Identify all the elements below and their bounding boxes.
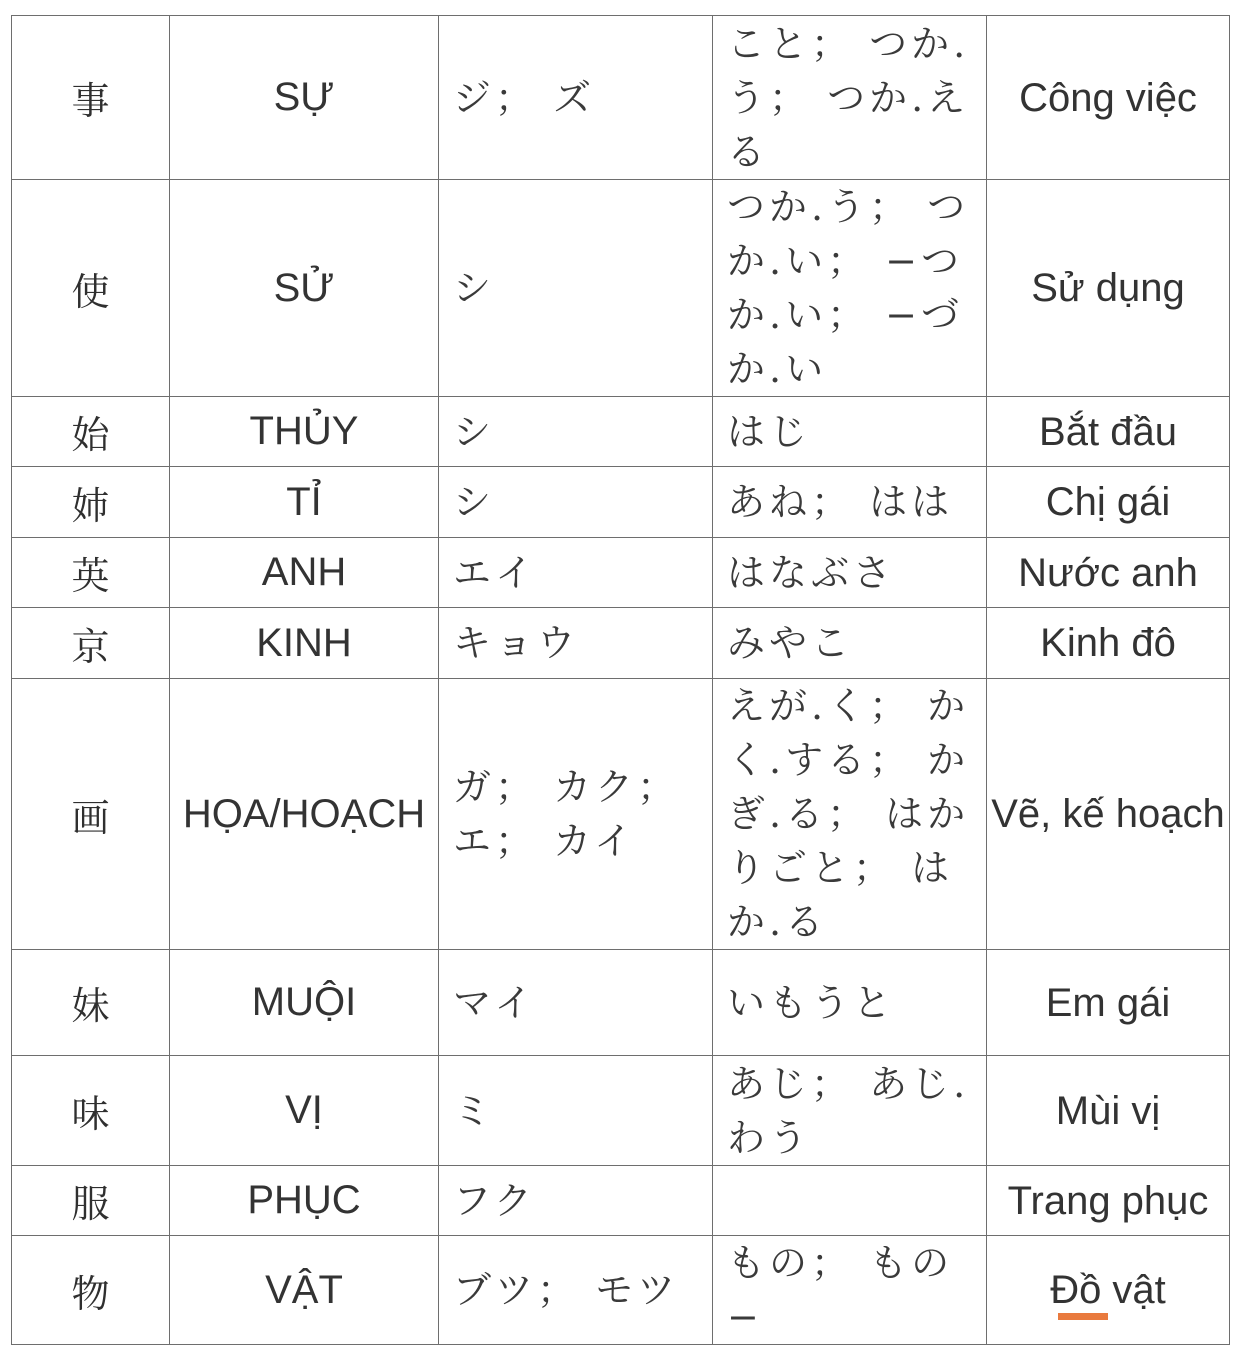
meaning-cell: Bắt đầu: [987, 397, 1230, 467]
meaning-cell: Công việc: [987, 16, 1230, 180]
table-row: [12, 180, 1230, 397]
meaning-cell: Nước anh: [987, 538, 1230, 608]
hanviet-cell: VẬT: [170, 1236, 439, 1345]
onyomi-cell: ブツ； モツ: [439, 1236, 713, 1345]
table-row: [12, 1166, 1230, 1236]
table-row: [12, 16, 1230, 180]
kunyomi-cell: えが.く； かく.する； かぎ.る； はかりごと； はか.る: [713, 679, 987, 950]
onyomi-cell: ジ； ズ: [439, 16, 713, 180]
table-row: [12, 950, 1230, 1056]
meaning-cell: Trang phục: [987, 1166, 1230, 1236]
kunyomi-cell: みやこ: [713, 608, 987, 679]
kanji-cell: 画: [12, 679, 170, 950]
onyomi-cell: シ: [439, 180, 713, 397]
kunyomi-cell: あね； はは: [713, 467, 987, 538]
table-row: [12, 1056, 1230, 1166]
onyomi-cell: シ: [439, 467, 713, 538]
kanji-cell: 京: [12, 608, 170, 679]
table-row: [12, 397, 1230, 467]
hanviet-cell: HỌA/HOẠCH: [170, 679, 439, 950]
hanviet-cell: TỈ: [170, 467, 439, 538]
kanji-cell: 始: [12, 397, 170, 467]
kunyomi-cell: つか.う； つか.い； −つか.い； −づか.い: [713, 180, 987, 397]
kanji-cell: 姉: [12, 467, 170, 538]
kunyomi-cell: いもうと: [713, 950, 987, 1056]
meaning-cell: Đồ vật: [987, 1236, 1230, 1345]
meaning-cell: Mùi vị: [987, 1056, 1230, 1166]
kunyomi-cell: あじ； あじ.わう: [713, 1056, 987, 1166]
kanji-cell: 味: [12, 1056, 170, 1166]
kanji-cell: 物: [12, 1236, 170, 1345]
meaning-cell: Sử dụng: [987, 180, 1230, 397]
table-row: [12, 467, 1230, 538]
scroll-to-top-tab[interactable]: [1058, 1313, 1108, 1320]
hanviet-cell: THỦY: [170, 397, 439, 467]
kanji-cell: 使: [12, 180, 170, 397]
hanviet-cell: ANH: [170, 538, 439, 608]
kanji-cell: 服: [12, 1166, 170, 1236]
kanji-cell: 英: [12, 538, 170, 608]
meaning-cell: Vẽ, kế hoạch: [987, 679, 1230, 950]
hanviet-cell: SỬ: [170, 180, 439, 397]
onyomi-cell: ガ； カク； エ； カイ: [439, 679, 713, 950]
meaning-cell: Kinh đô: [987, 608, 1230, 679]
kunyomi-cell: はじ: [713, 397, 987, 467]
onyomi-cell: マイ: [439, 950, 713, 1056]
kunyomi-cell: もの； もの−: [713, 1236, 987, 1345]
hanviet-cell: VỊ: [170, 1056, 439, 1166]
hanviet-cell: MUỘI: [170, 950, 439, 1056]
kanji-cell: 事: [12, 16, 170, 180]
table-row: [12, 608, 1230, 679]
hanviet-cell: KINH: [170, 608, 439, 679]
onyomi-cell: エイ: [439, 538, 713, 608]
table-row: [12, 679, 1230, 950]
kunyomi-cell: [713, 1166, 987, 1236]
kanji-cell: 妹: [12, 950, 170, 1056]
meaning-cell: Em gái: [987, 950, 1230, 1056]
meaning-cell: Chị gái: [987, 467, 1230, 538]
onyomi-cell: フク: [439, 1166, 713, 1236]
table-row: [12, 538, 1230, 608]
onyomi-cell: キョウ: [439, 608, 713, 679]
hanviet-cell: SỰ: [170, 16, 439, 180]
onyomi-cell: シ: [439, 397, 713, 467]
onyomi-cell: ミ: [439, 1056, 713, 1166]
kunyomi-cell: こと； つか.う； つか.える: [713, 16, 987, 180]
kanji-table: [11, 15, 1230, 1345]
kunyomi-cell: はなぶさ: [713, 538, 987, 608]
hanviet-cell: PHỤC: [170, 1166, 439, 1236]
table-row: [12, 1236, 1230, 1345]
